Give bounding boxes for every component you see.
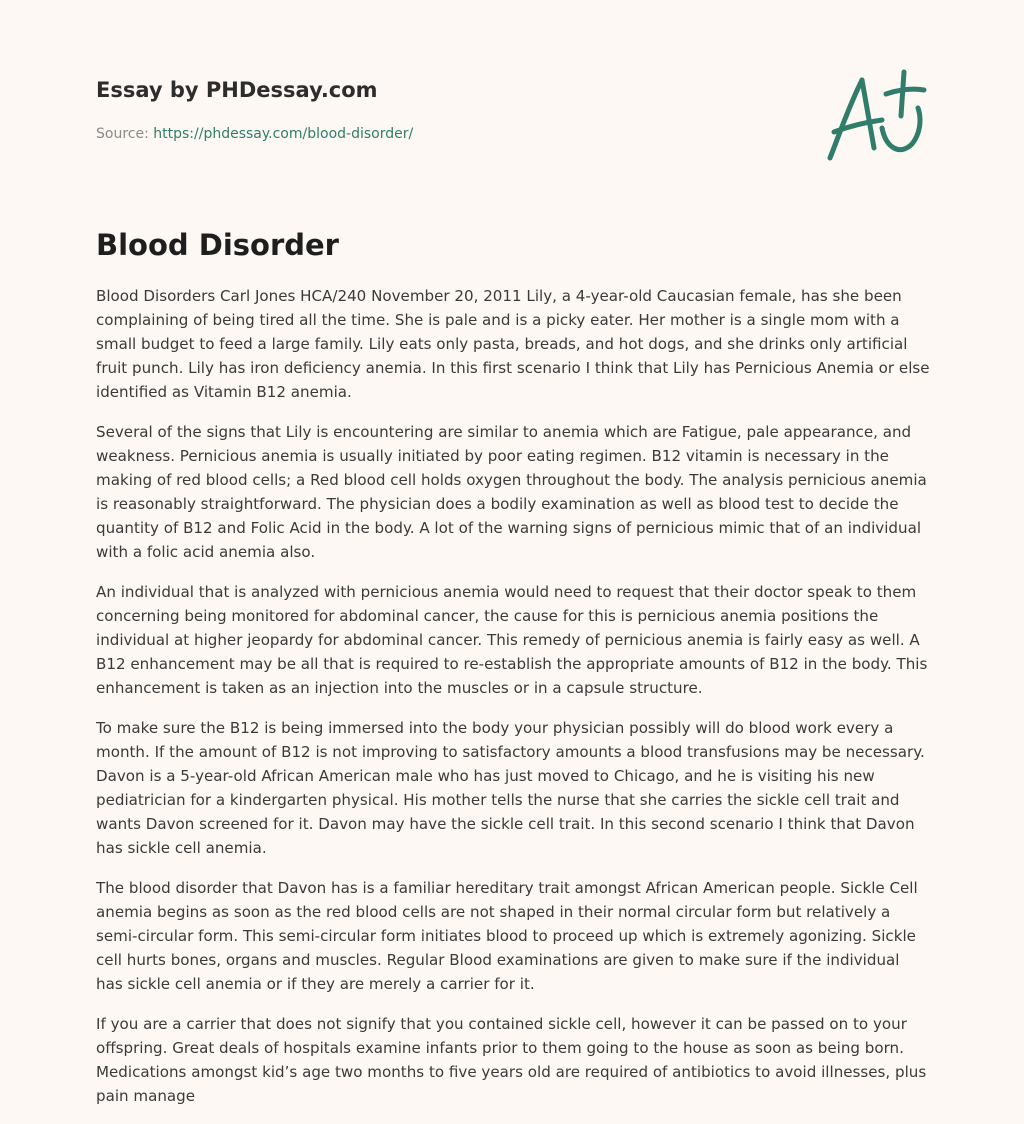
essay-paragraph: Several of the signs that Lily is encountering are similar to anemia which are Fatigue, pale appearance, and weakness. Pernicious anemia is usually initiated by poor eating regimen. B12 vitamin is necessary in the making of red blood cells; a Red blood cell holds oxygen throughout the body. The analysis pernicious anemia is reasonably straightforward. The physician does a bodily examination as well as blood test to decide the quantity of B12 and Folic Acid in the body. A lot of the warning signs of pernicious mimic that of an individual with a folic acid anemia also. [96, 423, 927, 561]
essay-title: Blood Disorder [96, 228, 339, 262]
essay-paragraph: If you are a carrier that does not signify that you contained sickle cell, however it can be passed on to your offspring. Great deals of hospitals examine infants prior to them going to the house as soon as being born. Medications amongst kid’s age two months to five years old are required of antibiotics to avoid illnesses, plus pain manage [96, 1015, 927, 1105]
essay-paragraph: To make sure the B12 is being immersed into the body your physician possibly will do blood work every a month. If the amount of B12 is not improving to satisfactory amounts a blood transfusions may be necessary. Davon is a 5-year-old African American male who has just moved to Chicago, and he is visiting his new pediatrician for a kindergarten physical. His mother tells the nurse that she carries the sickle cell trait and wants Davon screened for it. Davon may have the sickle cell trait. In this second scenario I think that Davon has sickle cell anemia. [96, 719, 925, 857]
site-title: Essay by PHDessay.com [96, 78, 378, 102]
a-plus-logo-icon [820, 68, 930, 168]
essay-paragraph: The blood disorder that Davon has is a familiar hereditary trait amongst African American people. Sickle Cell anemia begins as soon as the red blood cells are not shaped in their normal circular form but relatively a semi-circular form. This semi-circular form initiates blood to proceed up which is extremely agonizing. Sickle cell hurts bones, organs and muscles. Regular Blood examinations are given to make sure if the individual has sickle cell anemia or if they are merely a carrier for it. [96, 879, 918, 993]
essay-paragraph: An individual that is analyzed with pernicious anemia would need to request that their doctor speak to them concerning being monitored for abdominal cancer, the cause for this is pernicious anemia positions the individual at higher jeopardy for abdominal cancer. This remedy of pernicious anemia is fairly easy as well. A B12 enhancement may be all that is required to re-establish the appropriate amounts of B12 in the body. This enhancement is taken as an injection into the muscles or in a capsule structure. [96, 583, 928, 697]
essay-body [96, 284, 930, 1124]
source-label: Source: [96, 126, 149, 142]
source-line [96, 124, 928, 144]
source-link[interactable]: https://phdessay.com/blood-disorder/ [153, 126, 414, 142]
essay-paragraph: Blood Disorders Carl Jones HCA/240 November 20, 2011 Lily, a 4-year-old Caucasian female, has she been complaining of being tired all the time. She is pale and is a picky eater. Her mother is a single mom with a small budget to feed a large family. Lily eats only pasta, breads, and hot dogs, and she drinks only artificial fruit punch. Lily has iron deficiency anemia. In this first scenario I think that Lily has Pernicious Anemia or else identified as Vitamin B12 anemia. [96, 287, 930, 401]
header [96, 76, 928, 144]
